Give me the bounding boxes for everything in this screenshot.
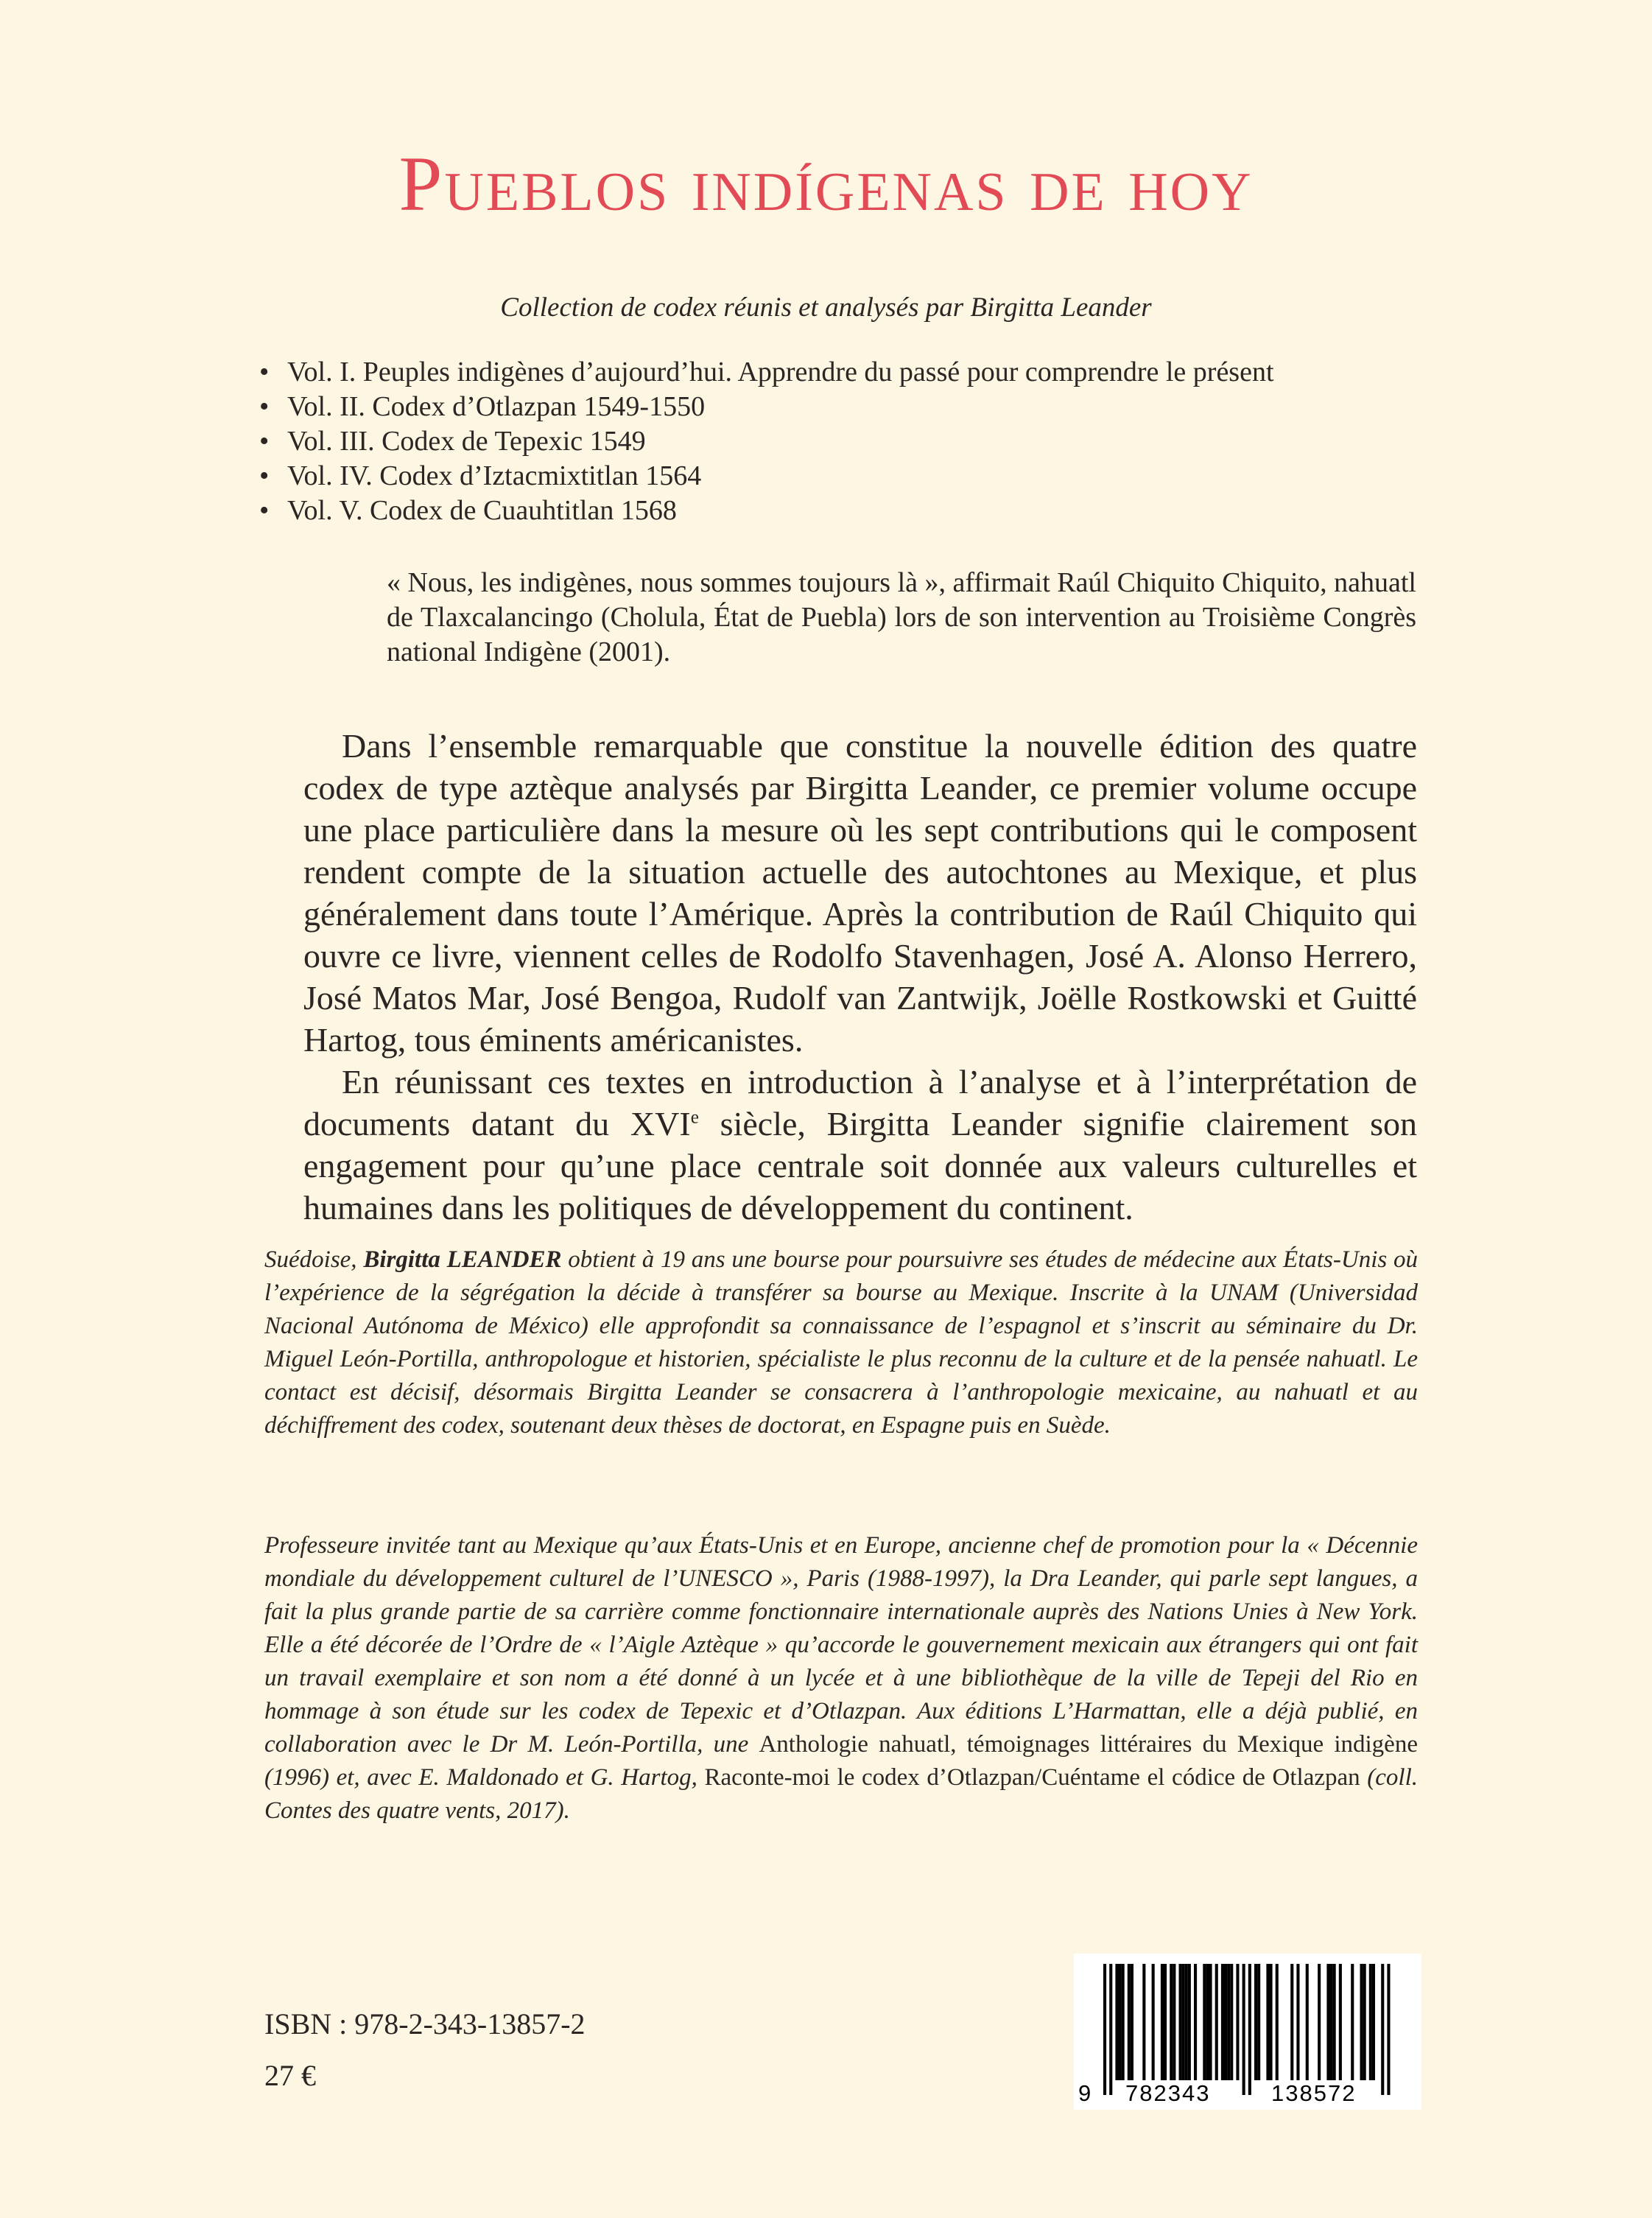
isbn: ISBN : 978-2-343-13857-2 xyxy=(264,2007,586,2040)
collection-subtitle: Collection de codex réunis et analysés par Birgitta Leander xyxy=(500,292,1152,323)
volume-item xyxy=(259,459,1274,494)
century-superscript: e xyxy=(690,1106,699,1128)
barcode-bar xyxy=(1230,1964,1233,2080)
author-bio-2 xyxy=(264,1529,1418,1828)
barcode-bar xyxy=(1109,1964,1112,2095)
barcode-bar xyxy=(1381,1964,1384,2095)
volume-item xyxy=(259,494,1274,528)
barcode-bar xyxy=(1152,1964,1155,2080)
barcode-bar xyxy=(1333,1964,1336,2080)
barcode-bar xyxy=(1173,1964,1175,2080)
barcode-bar xyxy=(1161,1964,1164,2080)
barcode-bar xyxy=(1128,1964,1131,2080)
volume-item xyxy=(259,390,1274,424)
epigraph-quote: « Nous, les indigènes, nous sommes toujours là », affirmait Raúl Chiquito Chiquito, nahuatl de Tlaxcalancingo (Cholula, État de Puebla) lors de son intervention au Troisième Congrès national Indigène (2001). xyxy=(387,567,1416,667)
barcode-bar xyxy=(1182,1964,1185,2080)
main-text xyxy=(303,725,1417,1229)
barcode-bar xyxy=(1276,1964,1279,2080)
barcode-bar xyxy=(1122,1964,1125,2080)
barcode-bar xyxy=(1369,1964,1372,2080)
barcode-bar xyxy=(1290,1964,1293,2080)
barcode-bar xyxy=(1209,1964,1212,2080)
bio-2-part-3: (coll. Contes des quatre vents, 2017). xyxy=(264,1764,1418,1824)
barcode-bar xyxy=(1221,1964,1224,2080)
barcode-bar xyxy=(1242,1964,1245,2095)
bio-1-rest: obtient à 19 ans une bourse pour poursuivre ses études de médecine aux États-Unis où l’expérience de la ségrégation la décide à transférer sa bourse au Mexique. Inscrite à la UNAM (Universidad Nacional Autónoma de México) elle approfondit sa connaissance de l’espagnol et s’inscrit au séminaire du Dr. Miguel León-Portilla, anthropologue et historien, spécialiste le plus reconnu de la culture et de la pensée nahuatl. Le contact est décisif, désormais Birgitta Leander se consacrera à l’anthropologie mexicaine, au nahuatl et au déchiffrement des codex, soutenant deux thèses de doctorat, en Espagne puis en Suède. xyxy=(264,1246,1418,1439)
barcode-bar xyxy=(1170,1964,1173,2080)
bullet-icon: • xyxy=(259,426,270,457)
barcode-bar xyxy=(1372,1964,1375,2080)
barcode-bar xyxy=(1270,1964,1273,2080)
bio-1-start: Suédoise, xyxy=(264,1246,364,1273)
book-title: Pueblos indígenas de hoy xyxy=(398,141,1254,227)
bio-2-part-1: Professeure invitée tant au Mexique qu’aux États-Unis et en Europe, ancienne chef de promotion pour la « Décennie mondiale du développement culturel de l’UNESCO », Paris (1988-1997), la Dra Leander, qui parle sept langues, a fait la plus grande partie de sa carrière comme fonctionnaire internationale auprès des Nations Unies à New York. Elle a été décorée de l’Ordre de « l’Aigle Aztèque » qu’accorde le gouvernement mexicain aux étrangers qui ont fait un travail exemplaire et son nom a été donné à un lycée et à une bibliothèque de la ville de Tepeji del Rio en hommage à son étude sur les codex de Tepexic et d’Otlazpan. Aux éditions L’Harmattan, elle a déjà publié, en collaboration avec le Dr M. León-Portilla, une xyxy=(264,1532,1418,1758)
volume-item xyxy=(259,424,1274,459)
barcode-bar xyxy=(1188,1964,1191,2080)
barcode-bar xyxy=(1266,1964,1269,2080)
bullet-icon: • xyxy=(259,495,270,526)
barcode-bar xyxy=(1185,1964,1188,2080)
barcode-bar xyxy=(1131,1964,1133,2080)
barcode-bar xyxy=(1254,1964,1257,2080)
main-paragraph-1: Dans l’ensemble remarquable que constitue la nouvelle édition des quatre codex de type aztèque analysés par Birgitta Leander, ce premier volume occupe une place particulière dans la mesure où les sept contributions qui le composent rendent compte de la situation actuelle des autochtones au Mexique, et plus généralement dans toute l’Amérique. Après la contribution de Raúl Chiquito qui ouvre ce livre, viennent celles de Rodolfo Stavenhagen, José A. Alonso Herrero, José Matos Mar, José Bengoa, Rudolf van Zantwijk, Joëlle Rostkowski et Guitté Hartog, tous éminents américanistes. xyxy=(303,727,1417,1059)
barcode-bar xyxy=(1387,1964,1390,2095)
barcode-bar xyxy=(1194,1964,1197,2080)
barcode-bar xyxy=(1351,1964,1354,2080)
barcode-bar xyxy=(1142,1964,1145,2080)
bullet-icon: • xyxy=(259,460,270,491)
main-paragraph-2-end: siècle, Birgitta Leander signifie clairement son engagement pour qu’une place centrale soit donnée aux valeurs culturelles et humaines dans les politiques de développement du continent. xyxy=(303,1105,1418,1226)
barcode-bar xyxy=(1227,1964,1230,2080)
bullet-icon: • xyxy=(259,357,270,387)
volume-label: Vol. IV. Codex d’Iztacmixtitlan 1564 xyxy=(287,460,702,491)
barcode-bar xyxy=(1360,1964,1363,2080)
main-paragraph-2-start: En réunissant ces textes en introduction à l’analyse et à l’interprétation de documents datant du XVI xyxy=(303,1063,1417,1143)
barcode-bar xyxy=(1248,1964,1251,2095)
volume-label: Vol. III. Codex de Tepexic 1549 xyxy=(287,426,646,457)
book-title-1: Anthologie nahuatl, témoignages littéraires du Mexique indigène xyxy=(759,1731,1418,1758)
main-paragraph-2 xyxy=(303,1061,1417,1229)
barcode-bar xyxy=(1236,1964,1239,2080)
book-title-2: Raconte-moi le codex d’Otlazpan/Cuéntame el códice de Otlazpan xyxy=(704,1764,1360,1791)
bullet-icon: • xyxy=(259,391,270,422)
bio-2-part-2: (1996) et, avec E. Maldonado et G. Hartog, xyxy=(264,1764,705,1791)
barcode-bar xyxy=(1119,1964,1122,2080)
barcode-bar xyxy=(1103,1964,1106,2095)
volume-label: Vol. I. Peuples indigènes d’aujourd’hui. Apprendre du passé pour comprendre le présent xyxy=(287,357,1274,387)
barcode-right-digits: 138572 xyxy=(1271,2080,1357,2106)
barcode-bar xyxy=(1164,1964,1167,2080)
barcode-bar xyxy=(1363,1964,1366,2080)
volume-item xyxy=(259,355,1274,390)
volume-label: Vol. V. Codex de Cuauhtitlan 1568 xyxy=(287,495,677,526)
barcode-bar xyxy=(1215,1964,1218,2080)
volume-list xyxy=(259,355,1274,528)
barcode-bar xyxy=(1318,1964,1321,2080)
volume-label: Vol. II. Codex d’Otlazpan 1549-1550 xyxy=(287,391,706,422)
barcode-left-digits: 782343 xyxy=(1125,2080,1211,2106)
barcode-bar xyxy=(1296,1964,1299,2080)
barcode-bar xyxy=(1306,1964,1309,2080)
author-name: Birgitta LEANDER xyxy=(363,1246,562,1273)
barcode-bar xyxy=(1257,1964,1260,2080)
barcode-bar xyxy=(1115,1964,1118,2080)
barcode-bar xyxy=(1203,1964,1206,2080)
barcode xyxy=(1074,1954,1421,2110)
barcode-bar xyxy=(1326,1964,1329,2080)
barcode-bar xyxy=(1339,1964,1342,2080)
barcode-bar xyxy=(1179,1964,1182,2080)
barcode-bar xyxy=(1330,1964,1333,2080)
barcode-bar xyxy=(1206,1964,1209,2080)
author-bio-1 xyxy=(264,1243,1418,1442)
barcode-bar xyxy=(1224,1964,1227,2080)
price: 27 € xyxy=(264,2059,316,2092)
barcode-first-digit: 9 xyxy=(1078,2080,1093,2106)
